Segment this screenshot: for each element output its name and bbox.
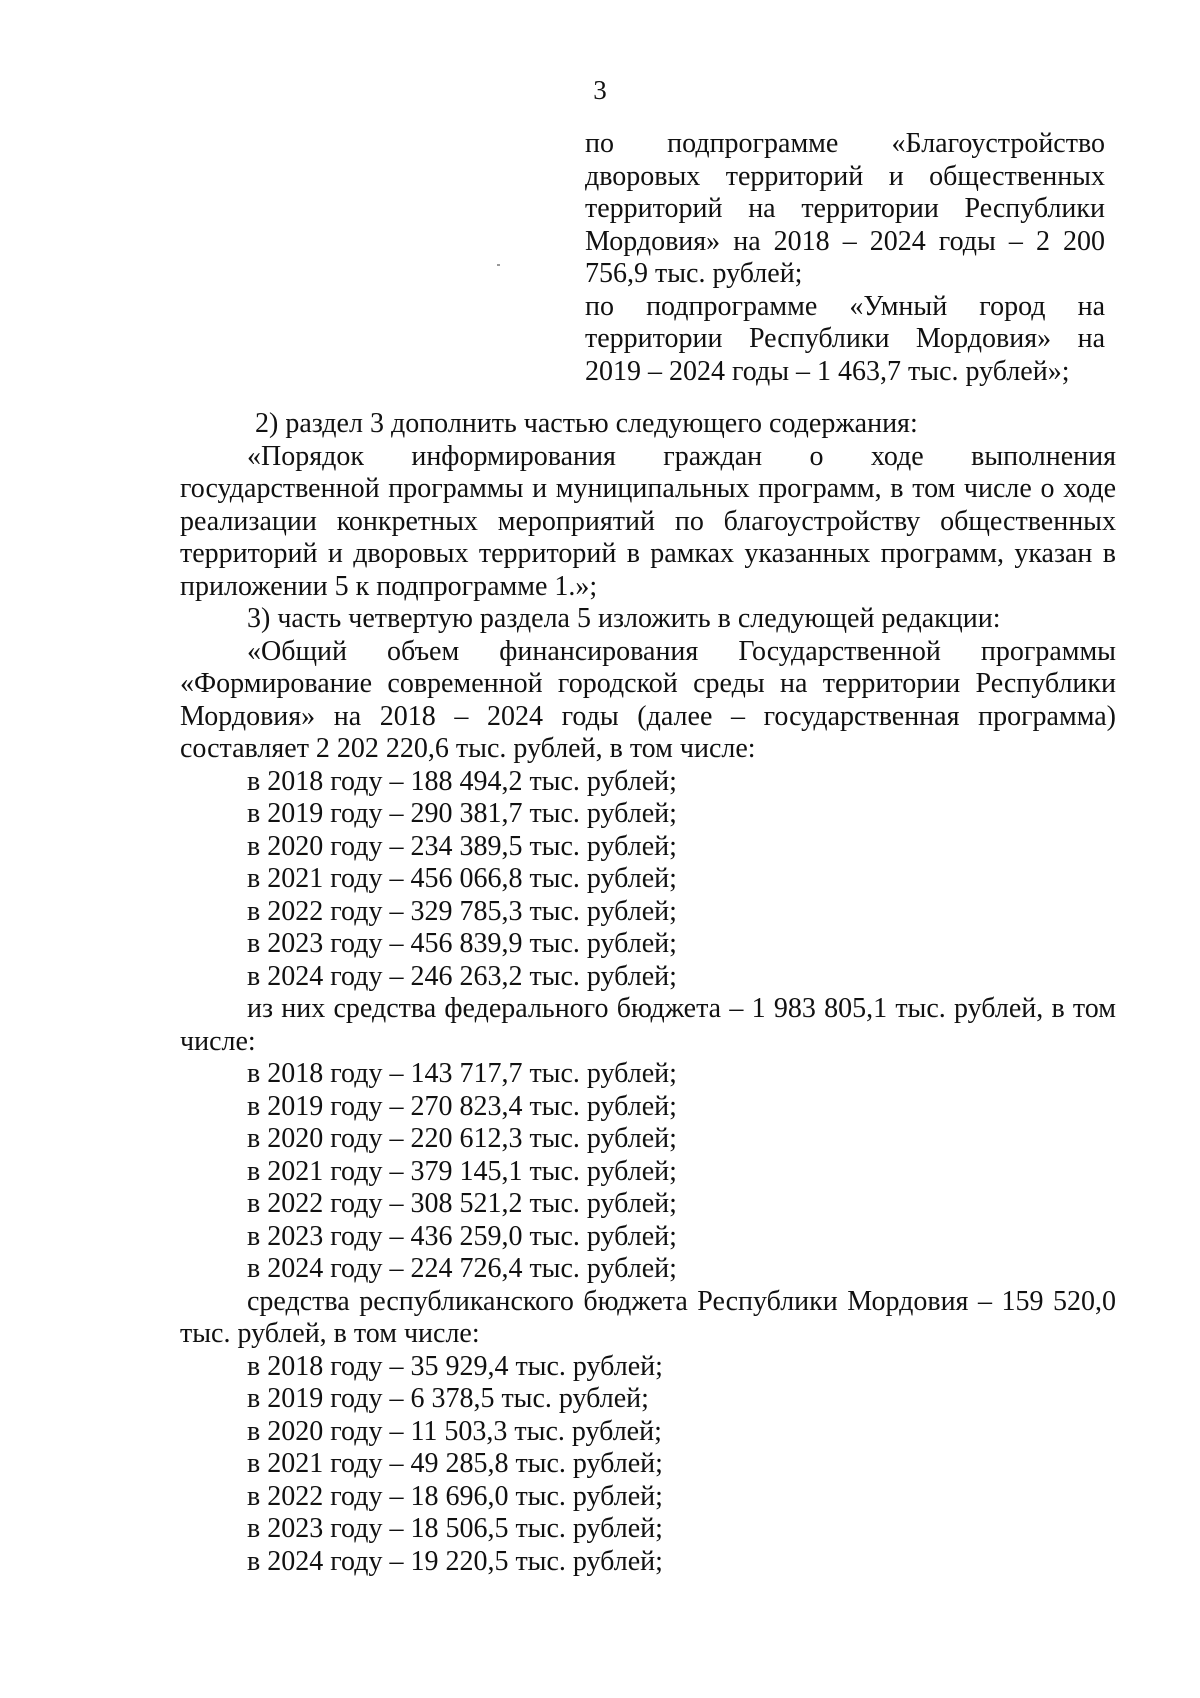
- list-item: в 2019 году – 290 381,7 тыс. рублей;: [247, 798, 677, 829]
- list-item: в 2019 году – 6 378,5 тыс. рублей;: [247, 1383, 649, 1414]
- republic-budget-intro: средства республиканского бюджета Республики Мордовия – 159 520,0 тыс. рублей, в том числе:: [180, 1285, 1116, 1349]
- list-item: в 2022 году – 18 696,0 тыс. рублей;: [247, 1480, 663, 1512]
- list-item: в 2024 году – 246 263,2 тыс. рублей;: [247, 960, 677, 992]
- list-item: в 2020 году – 234 389,5 тыс. рублей;: [247, 830, 677, 862]
- list-item: в 2021 году – 456 066,8 тыс. рублей;: [247, 863, 677, 894]
- list-item: в 2024 году – 224 726,4 тыс. рублей;: [247, 1253, 677, 1284]
- section-2-text: «Порядок информирования граждан о ходе выполнения государственной программы и муниципальных программ, в том числе о ходе реализации конкретных мероприятий по благоустройству общественных территорий и дворовых территорий в рамках указанных программ, указан в приложении 5 к подпрограмме 1.»;: [180, 440, 1116, 602]
- list-item: в 2018 году – 143 717,7 тыс. рублей;: [247, 1058, 677, 1089]
- document-body: [180, 408, 1116, 1578]
- total-funding-list: [180, 766, 1116, 994]
- federal-budget-intro: из них средства федерального бюджета – 1 983 805,1 тыс. рублей, в том числе:: [180, 993, 1116, 1057]
- subprogram-funding-block: [585, 128, 1105, 388]
- list-item: в 2018 году – 188 494,2 тыс. рублей;: [247, 765, 677, 797]
- list-item: в 2018 году – 35 929,4 тыс. рублей;: [247, 1350, 663, 1382]
- section-3-heading: 3) часть четвертую раздела 5 изложить в следующей редакции:: [247, 603, 1001, 634]
- section-3-text: «Общий объем финансирования Государственной программы «Формирование современной городской среды на территории Республики Мордовия» на 2018 – 2024 годы (далее – государственная программа) составляет 2 202 220,6 тыс. рублей, в том числе:: [180, 635, 1116, 764]
- list-item: в 2023 году – 436 259,0 тыс. рублей;: [247, 1220, 677, 1252]
- subprogram-landscaping-text: по подпрограмме «Благоустройство дворовых территорий и общественных территорий на территории Республики Мордовия» на 2018 – 2024 годы – 2 200 756,9 тыс. рублей;: [585, 128, 1105, 289]
- list-item: в 2020 году – 11 503,3 тыс. рублей;: [247, 1415, 662, 1447]
- list-item: в 2023 году – 18 506,5 тыс. рублей;: [247, 1513, 663, 1544]
- list-item: в 2021 году – 379 145,1 тыс. рублей;: [247, 1155, 677, 1187]
- list-item: в 2020 году – 220 612,3 тыс. рублей;: [247, 1123, 677, 1154]
- list-item: в 2019 году – 270 823,4 тыс. рублей;: [247, 1090, 677, 1122]
- list-item: в 2022 году – 308 521,2 тыс. рублей;: [247, 1188, 677, 1219]
- list-item: в 2023 году – 456 839,9 тыс. рублей;: [247, 928, 677, 959]
- federal-funding-list: [180, 1058, 1116, 1286]
- section-2-heading: 2) раздел 3 дополнить частью следующего содержания:: [255, 408, 918, 439]
- list-item: в 2024 году – 19 220,5 тыс. рублей;: [247, 1545, 663, 1577]
- list-item: в 2021 году – 49 285,8 тыс. рублей;: [247, 1448, 663, 1479]
- republic-funding-list: [180, 1351, 1116, 1579]
- list-item: в 2022 году – 329 785,3 тыс. рублей;: [247, 895, 677, 927]
- scan-speck: [497, 264, 500, 266]
- page-number: 3: [593, 75, 607, 105]
- subprogram-smart-city-text: по подпрограмме «Умный город на территории Республики Мордовия» на 2019 – 2024 годы – 1 463,7 тыс. рублей»;: [585, 290, 1105, 387]
